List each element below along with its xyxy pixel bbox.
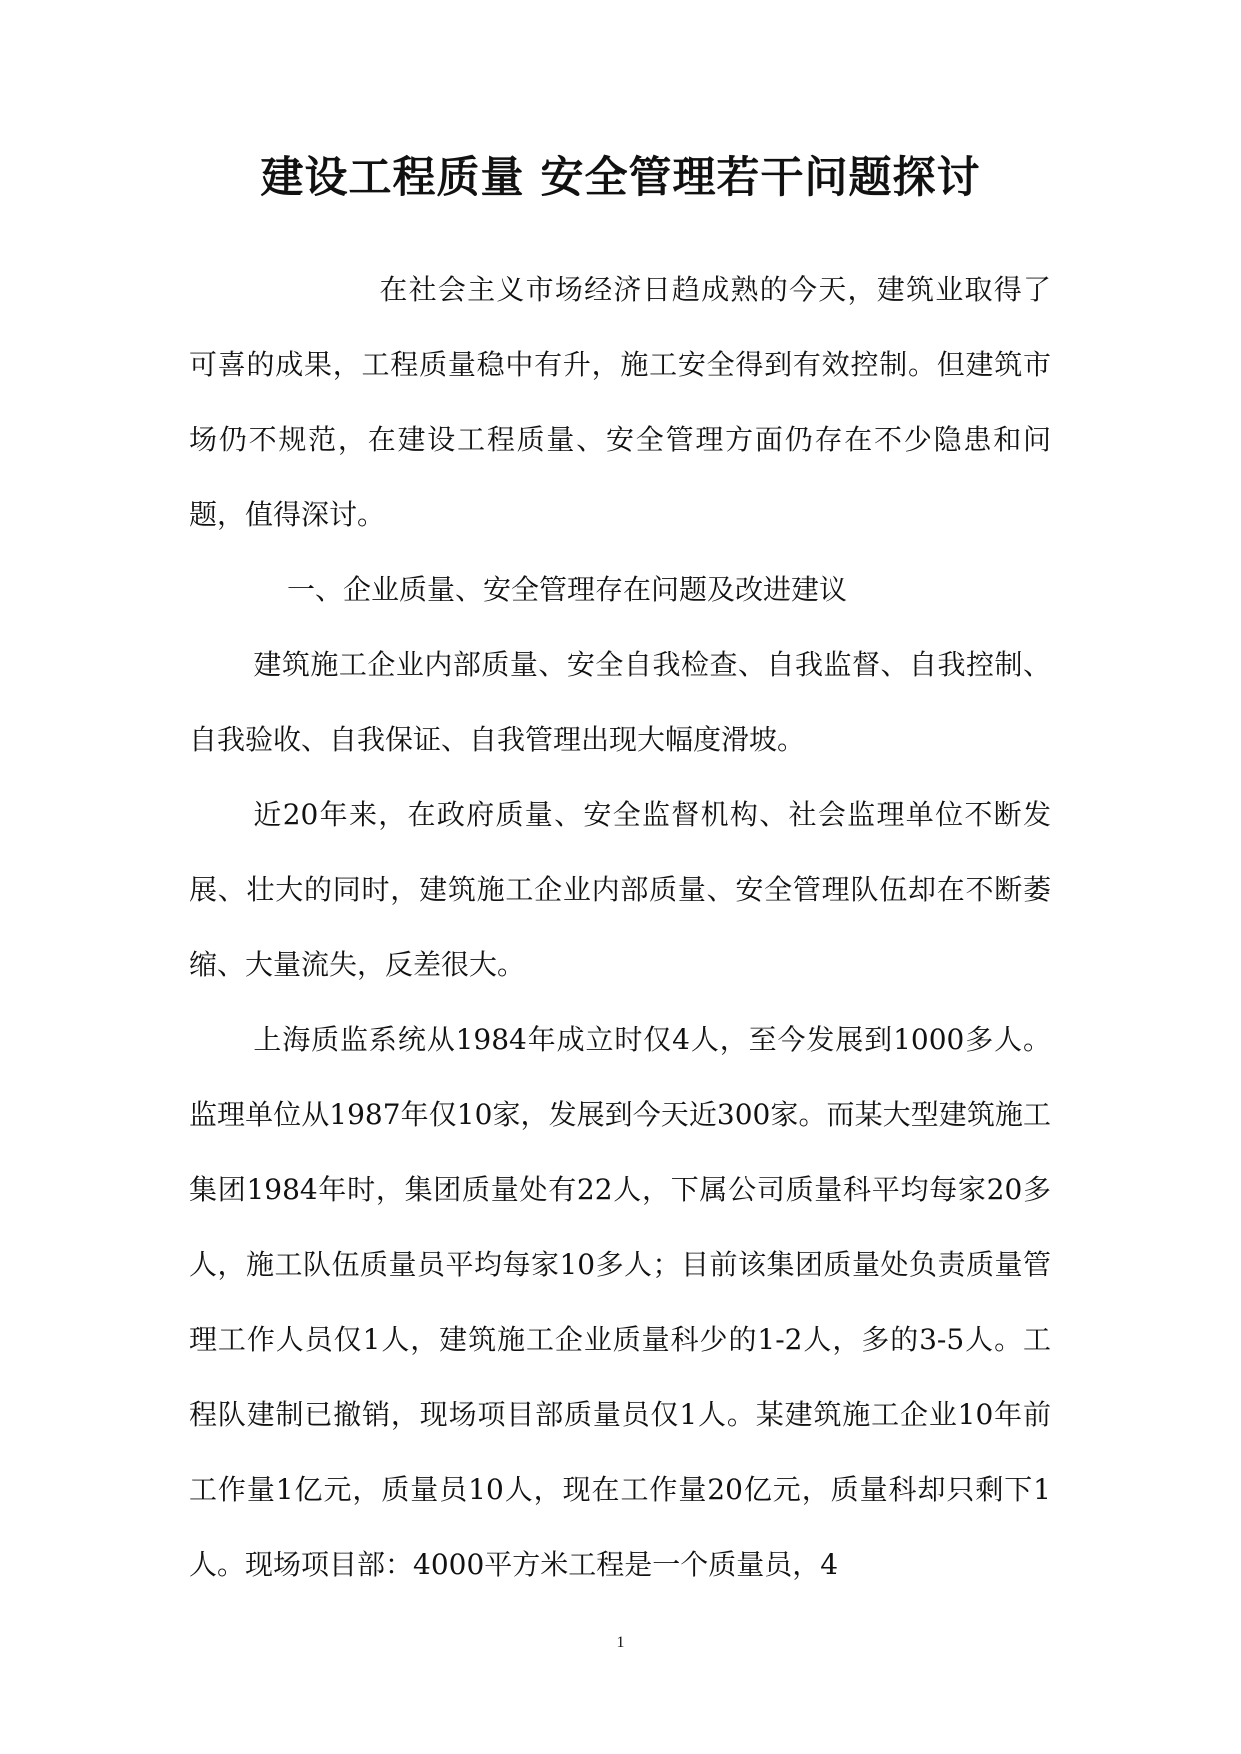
paragraph: 建筑施工企业内部质量、安全自我检查、自我监督、自我控制、自我验收、自我保证、自我管理出现大幅度滑坡。 [189,648,1051,756]
section-heading: 一、企业质量、安全管理存在问题及改进建议 [287,573,848,606]
paragraph-intro: 在社会主义市场经济日趋成熟的今天，建筑业取得了可喜的成果，工程质量稳中有升，施工安全得到有效控制。但建筑市场仍不规范，在建设工程质量、安全管理方面仍存在不少隐患和问题，值得深讨。 [189,273,1051,531]
paragraph: 近20年来，在政府质量、安全监督机构、社会监理单位不断发展、壮大的同时，建筑施工企业内部质量、安全管理队伍却在不断萎缩、大量流失，反差很大。 [189,798,1051,981]
page-title: 建设工程质量 安全管理若干问题探讨 [260,153,981,203]
paragraph: 上海质监系统从1984年成立时仅4人，至今发展到1000多人。监理单位从1987年仅10家，发展到今天近300家。而某大型建筑施工集团1984年时，集团质量处有22人，下属公司质量科平均每家20多人，施工队伍质量员平均每家10多人；目前该集团质量处负责质量管理工作人员仅1人，建筑施工企业质量科少的1-2人，多的3-5人。工程队建制已撤销，现场项目部质量员仅1人。某建筑施工企业10年前工作量1亿元，质量员10人，现在工作量20亿元，质量科却只剩下1人。现场项目部：4000平方米工程是一个质量员，4 [189,1023,1051,1581]
page-number: 1 [616,1634,625,1651]
document-body [189,252,1051,1602]
